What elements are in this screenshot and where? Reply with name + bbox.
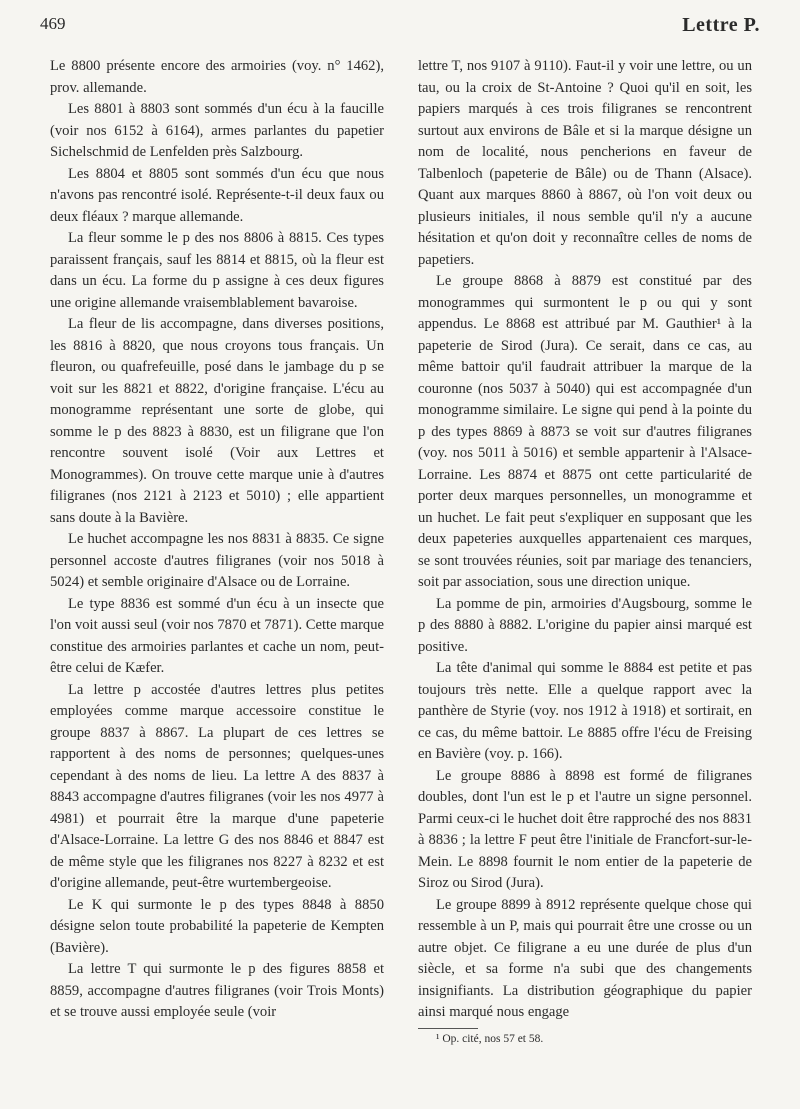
paragraph: Les 8801 à 8803 sont sommés d'un écu à la faucille (voir nos 6152 à 6164), armes parlantes du papetier Sichelschmid de Lenfelden près Salzbourg. (50, 101, 384, 160)
running-head: Lettre P. (682, 14, 760, 36)
paragraph: Le groupe 8886 à 8898 est formé de filigranes doubles, dont l'un est le p et l'autre un signe personnel. Parmi ceux-ci le huchet doit être rapproché des nos 8831 à 8836 ; la lettre F peut être l'initiale de Francfort-sur-le-Mein. Le 8898 fournit le nom entier de la papeterie de Siroz ou Sirod (Jura). (418, 767, 752, 891)
paragraph: La pomme de pin, armoiries d'Augsbourg, somme le p des 8880 à 8882. L'origine du papier ainsi marqué est positive. (418, 595, 752, 655)
paragraph: Le groupe 8868 à 8879 est constitué par des monogrammes qui surmontent le p ou qui y sont appendus. Le 8868 est attribué par M. Gauthier¹ à la papeterie de Sirod (Jura). Ce serait, dans ce cas, au même battoir qu'il faudrait attribuer la marque de la couronne (nos 5037 à 5040) qui est accompagnée d'un monogramme similaire. Le signe qui pend à la pointe du p des types 8869 à 8873 se voit sur d'autres filigranes (voy. nos 5011 à 5016) et semble appartenir à l'Alsace-Lorraine. Les 8874 et 8875 ont cette particularité de porter deux marques personnelles, un monogramme et un huchet. Le fait peut s'expliquer en supposant que les deux papeteries auxquelles appartenaient ces marques, se sont trouvées réunies, soit par mariage des tenanciers, soit par association, sous une direction unique. (418, 273, 752, 590)
paragraph: Le groupe 8899 à 8912 représente quelque chose qui ressemble à un P, mais qui pourrait être une crosse ou un autre objet. Ce filigrane a eu une durée de plus d'un siècle, et sa forme n'a subi que des changements insignifiants. La distribution géographique du papier ainsi marqué nous engage (418, 896, 752, 1020)
paragraph: La tête d'animal qui somme le 8884 est petite et pas toujours très nette. Elle a quelque rapport avec la panthère de Styrie (voy. nos 1912 à 1918) et sortirait, en ce cas, du même battoir. Le 8885 offre l'écu de Freising en Bavière (voy. p. 166). (418, 660, 752, 762)
footnote-divider (418, 1028, 478, 1029)
footnote: ¹ Op. cité, nos 57 et 58. (436, 1032, 544, 1045)
paragraph: Les 8804 et 8805 sont sommés d'un écu que nous n'avons pas rencontré isolé. Représente-t-il deux faux ou deux fléaux ? marque allemande. (50, 165, 384, 225)
paragraph: Le huchet accompagne les nos 8831 à 8835. Ce signe personnel accoste d'autres filigranes (voir nos 5018 à 5024) et semble originaire d'Alsace ou de Lorraine. (50, 531, 384, 590)
right-column (418, 56, 752, 1046)
paragraph: lettre T, nos 9107 à 9110). Faut-il y voir une lettre, ou un tau, ou la croix de St-Antoine ? Quoi qu'il en soit, les papiers marqués à ces trois filigranes se rencontrent surtout aux environs de Bâle et si la marque désigne un nom de localité, nous pencherions en faveur de Talbenloch (papeterie de Bâle) ou de Thann (Alsace). Quant aux marques 8860 à 8867, où l'on voit deux ou plusieurs initiales, il nous semble qu'il n'y a aucune hésitation et qu'on doit y reconnaître celles de noms de papetiers. (418, 58, 752, 268)
paragraph: La fleur de lis accompagne, dans diverses positions, les 8816 à 8820, que nous croyons tous français. Un fleuron, ou quafrefeuille, posé dans le jambage du p se voit sur les 8821 et 8822, d'origine française. L'écu au monogramme représentant une sorte de globe, qui somme le p des 8823 à 8830, est un filigrane que l'on rencontre souvent isolé (Voir aux Lettres et Monogrammes). On trouve cette marque unie à d'autres filigranes (nos 2121 à 2123 et 5010) ; elle appartient sans doute à la Bavière. (50, 316, 384, 526)
paragraph: La lettre p accostée d'autres lettres plus petites employées comme marque accessoire constitue le groupe 8837 à 8867. La plupart de ces lettres se rapportent à des noms de personnes; quelques-unes cependant à des noms de lieu. La lettre A des 8837 à 8843 accompagne d'autres filigranes (voir les nos 4977 à 4981) et pourrait être la marque d'une papeterie d'Alsace-Lorraine. La lettre G des nos 8846 et 8847 est de même style que les filigranes nos 8227 à 8232 et est d'origine allemande, peut-être wurtembergeoise. (50, 681, 384, 891)
left-column (50, 56, 384, 1024)
paragraph: Le type 8836 est sommé d'un écu à un insecte que l'on voit aussi seul (voir nos 7870 et 7871). Cette marque constitue des armoiries parlantes et cache un nom, peut-être celui de Kæfer. (50, 595, 384, 676)
paragraph: Le 8800 présente encore des armoiries (voy. n° 1462), prov. allemande. (50, 58, 384, 96)
paragraph: Le K qui surmonte le p des types 8848 à 8850 désigne selon toute probabilité la papeterie de Kempten (Bavière). (50, 896, 384, 956)
paragraph: La fleur somme le p des nos 8806 à 8815. Ces types paraissent français, sauf les 8814 et 8815, où la fleur est dans un écu. La forme du p assigne à ces deux figures une origine allemande vraisemblablement bavaroise. (50, 230, 384, 311)
paragraph: La lettre T qui surmonte le p des figures 8858 et 8859, accompagne d'autres filigranes (voir Trois Monts) et se trouve aussi employée seule (voir (50, 961, 384, 1020)
page-number: 469 (40, 14, 66, 33)
page-header (40, 14, 760, 38)
